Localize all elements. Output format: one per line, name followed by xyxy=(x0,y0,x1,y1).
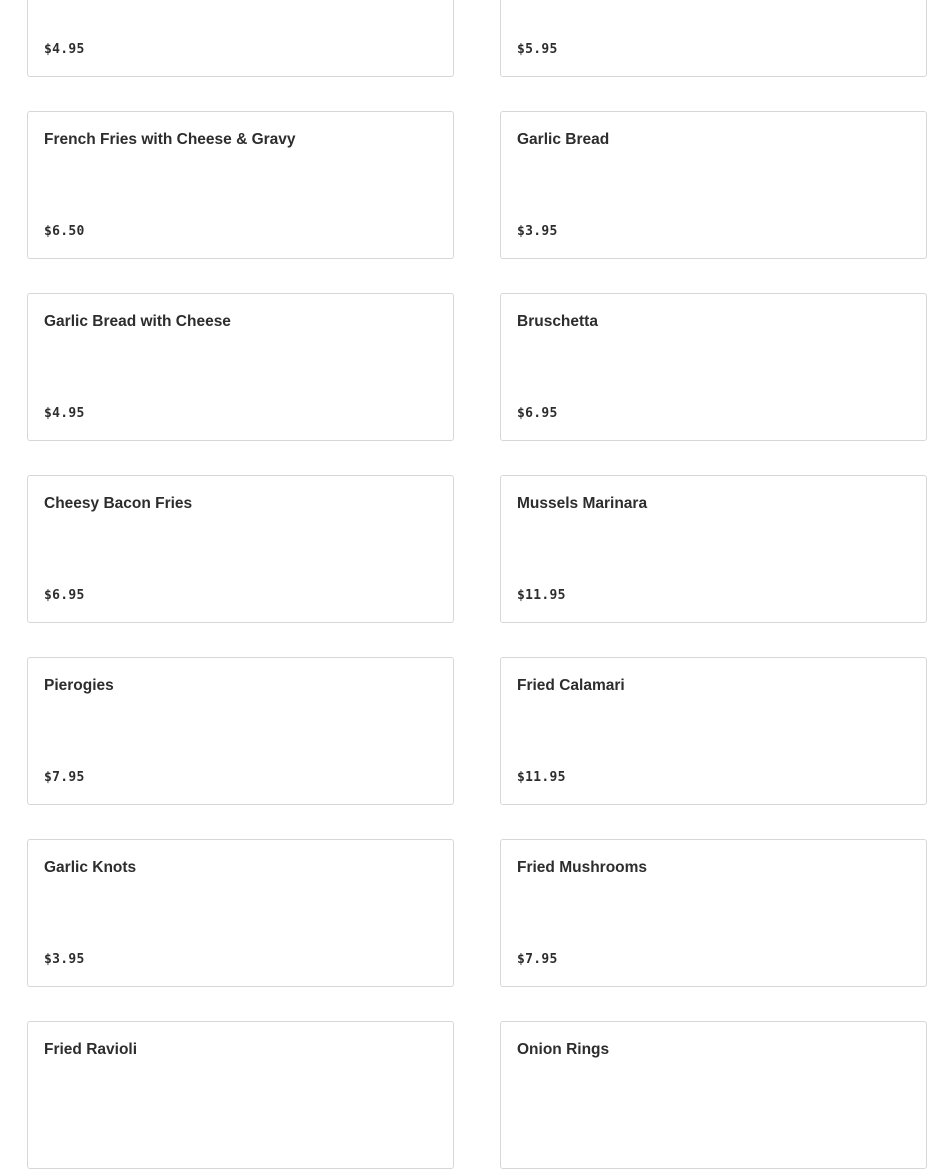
menu-item-name: Mussels Marinara xyxy=(517,495,648,512)
menu-item-card[interactable] xyxy=(500,657,927,805)
menu-item-card[interactable] xyxy=(27,0,454,77)
menu-item-card[interactable] xyxy=(27,839,454,987)
menu-item-price: $5.95 xyxy=(517,42,558,57)
menu-item-card[interactable] xyxy=(500,475,927,623)
menu-item-name: Garlic Bread with Cheese xyxy=(44,313,231,330)
menu-item-price: $3.95 xyxy=(44,952,85,967)
menu-item-price: $6.95 xyxy=(517,406,558,421)
menu-item-price: $3.95 xyxy=(517,224,558,239)
menu-item-price: $7.95 xyxy=(517,952,558,967)
menu-item-card[interactable] xyxy=(500,111,927,259)
menu-item-price: $4.95 xyxy=(44,42,85,57)
menu-item-name: Onion Rings xyxy=(517,1041,610,1058)
menu-item-card[interactable] xyxy=(27,293,454,441)
menu-item-price: $11.95 xyxy=(517,588,566,603)
menu-item-card[interactable] xyxy=(27,475,454,623)
menu-item-name: Garlic Knots xyxy=(44,859,137,876)
menu-item-name: Bruschetta xyxy=(517,313,598,330)
menu-item-card[interactable] xyxy=(500,0,927,77)
menu-item-price: $7.95 xyxy=(44,770,85,785)
menu-item-name: Pierogies xyxy=(44,677,114,694)
menu-item-card[interactable] xyxy=(500,839,927,987)
menu-item-name: Fried Ravioli xyxy=(44,1041,138,1058)
menu-item-card[interactable] xyxy=(27,111,454,259)
menu-item-card[interactable] xyxy=(27,657,454,805)
menu-item-card[interactable] xyxy=(27,1021,454,1169)
menu-item-price: $4.95 xyxy=(44,406,85,421)
menu-item-name: Fried Calamari xyxy=(517,677,625,694)
menu-item-name: Cheesy Bacon Fries xyxy=(44,495,193,512)
menu-item-price: $6.50 xyxy=(44,224,85,239)
menu-item-price: $11.95 xyxy=(517,770,566,785)
menu-item-name: French Fries with Cheese & Gravy xyxy=(44,131,296,148)
menu-item-card[interactable] xyxy=(500,293,927,441)
menu-item-name: Garlic Bread xyxy=(517,131,610,148)
menu-item-price: $6.95 xyxy=(44,588,85,603)
menu-item-card[interactable] xyxy=(500,1021,927,1169)
menu-item-name: Fried Mushrooms xyxy=(517,859,648,876)
